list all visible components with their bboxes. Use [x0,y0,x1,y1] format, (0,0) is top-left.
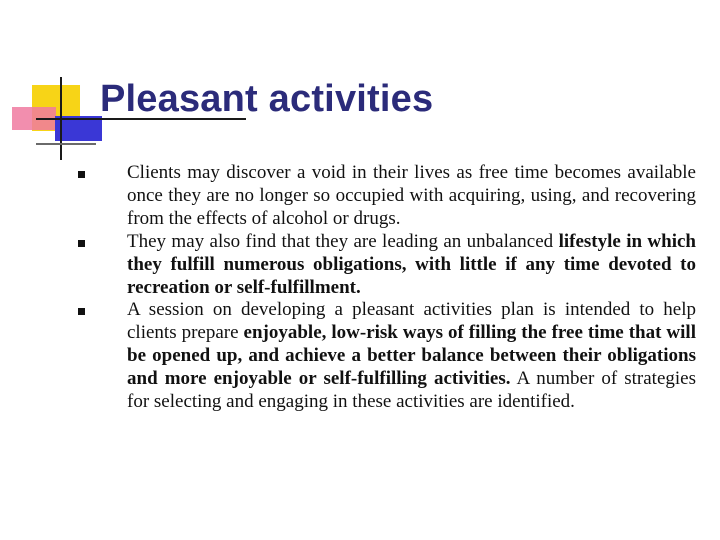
bullet-item [78,299,696,414]
square-bullet-icon [78,308,85,315]
bullet-text-tail: A number of strategies for selecting and engaging in these activities are identified. [127,368,697,413]
slide-title: Pleasant activities [100,78,434,120]
decorative-short-line [36,143,96,145]
square-bullet-icon [78,240,85,247]
bullet-item [78,162,696,231]
bullet-bold-text: enjoyable, low-risk ways of filling the free time that will be opened up, and achieve a better balance between their obligations and more enjoyable or self-fulfilling activities. [127,322,696,390]
bullet-text: Clients may discover a void in their lives as free time becomes available once they are no longer so occupied with acquiring, using, and recovering from the effects of alcohol or drugs. [127,162,696,229]
bullet-text: A session on developing a pleasant activities plan is intended to help clients prepare [127,299,696,344]
bullet-text: They may also find that they are leading an unbalanced [127,230,559,252]
bullet-bold-text: lifestyle in which they fulfill numerous obligations, with little if any time devoted to recreation or self-fulfillment. [127,230,696,298]
square-bullet-icon [78,171,85,178]
bullet-item [78,231,696,300]
bullet-list [78,162,696,414]
